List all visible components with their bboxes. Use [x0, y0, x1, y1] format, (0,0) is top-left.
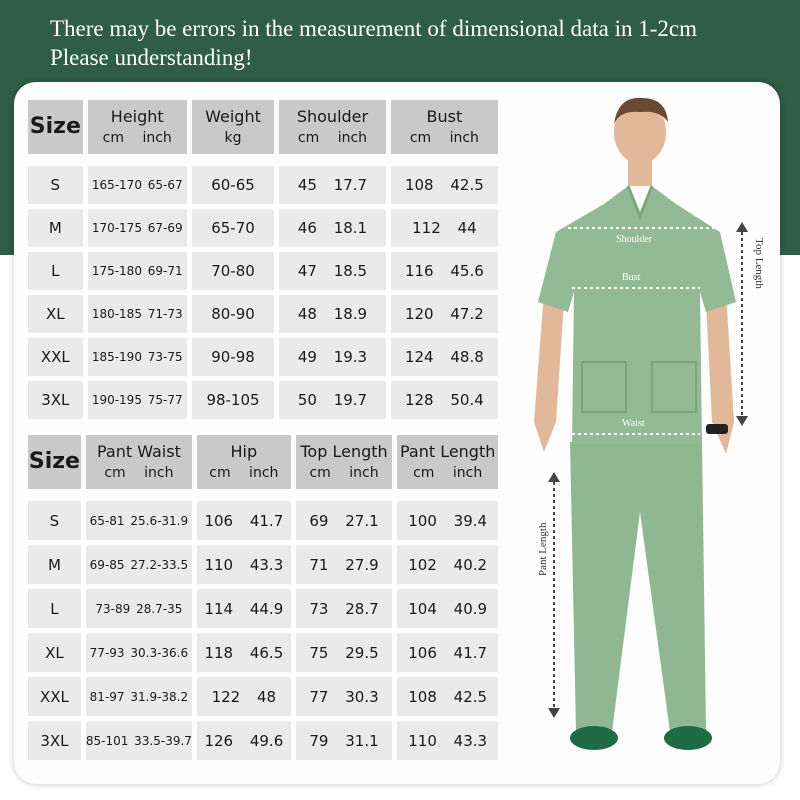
table-row	[28, 545, 498, 584]
cell-pant-waist: 69-85 27.2-33.5	[86, 545, 192, 584]
cell-height: 190-195 75-77	[88, 381, 187, 419]
header-pant-length	[397, 435, 498, 489]
cell-weight: 60-65	[192, 166, 274, 204]
table-row	[28, 633, 498, 672]
cell-hip: 118 46.5	[197, 633, 291, 672]
cell-size: 3XL	[28, 381, 83, 419]
waist-label: Waist	[622, 418, 645, 429]
header-size: Size	[28, 435, 81, 489]
header-bust-label: Bust	[426, 106, 463, 126]
cell-size: L	[28, 589, 81, 628]
cell-pant-length: 110 43.3	[397, 721, 498, 760]
cell-hip: 122 48	[197, 677, 291, 716]
header-size: Size	[28, 100, 83, 154]
cell-bust: 116 45.6	[391, 252, 498, 290]
cell-height: 180-185 71-73	[88, 295, 187, 333]
header-top-length-label: Top Length	[300, 441, 388, 461]
cell-bust: 112 44	[391, 209, 498, 247]
header-weight-label: Weight	[205, 106, 261, 126]
pant-length-label: Pant Length	[537, 522, 549, 576]
cell-weight: 70-80	[192, 252, 274, 290]
cell-pant-length: 100 39.4	[397, 501, 498, 540]
cell-height: 185-190 73-75	[88, 338, 187, 376]
cell-size: S	[28, 501, 81, 540]
header-gap	[28, 159, 498, 161]
model-neck	[628, 160, 652, 186]
cell-pant-waist: 81-97 31.9-38.2	[86, 677, 192, 716]
cell-height: 165-170 65-67	[88, 166, 187, 204]
header-weight-units: kg	[224, 129, 242, 146]
arrow-down-icon	[548, 708, 560, 718]
header-pant-length-units: cm inch	[413, 464, 483, 481]
table-row	[28, 721, 498, 760]
left-shoe	[570, 726, 618, 750]
table-row	[28, 381, 498, 419]
size-table-bottom	[23, 430, 503, 765]
cell-pant-length: 104 40.9	[397, 589, 498, 628]
cell-pant-length: 106 41.7	[397, 633, 498, 672]
bust-label: Bust	[622, 272, 641, 283]
cell-top-length: 73 28.7	[296, 589, 393, 628]
table-row	[28, 209, 498, 247]
gap-cell	[28, 494, 498, 496]
cell-shoulder: 45 17.7	[279, 166, 386, 204]
table-row	[28, 338, 498, 376]
header-pant-length-label: Pant Length	[399, 441, 496, 461]
watch	[706, 424, 728, 434]
header-pant-waist-units: cm inch	[104, 464, 174, 481]
arrow-up-icon	[548, 472, 560, 482]
table-row	[28, 501, 498, 540]
table-header-row	[28, 435, 498, 489]
cell-height: 175-180 69-71	[88, 252, 187, 290]
cell-top-length: 75 29.5	[296, 633, 393, 672]
cell-pant-waist: 77-93 30.3-36.6	[86, 633, 192, 672]
cell-weight: 90-98	[192, 338, 274, 376]
right-shoe	[664, 726, 712, 750]
header-weight	[192, 100, 274, 154]
header-height-units: cm inch	[102, 129, 172, 146]
cell-size: XL	[28, 295, 83, 333]
cell-bust: 108 42.5	[391, 166, 498, 204]
size-table-top	[23, 95, 503, 424]
cell-size: 3XL	[28, 721, 81, 760]
header-top-length-units: cm inch	[309, 464, 379, 481]
cell-size: XL	[28, 633, 81, 672]
header-pant-waist	[86, 435, 192, 489]
cell-hip: 114 44.9	[197, 589, 291, 628]
cell-hip: 110 43.3	[197, 545, 291, 584]
scrub-top	[538, 186, 736, 444]
cell-top-length: 71 27.9	[296, 545, 393, 584]
model-figure	[520, 92, 780, 764]
table-row	[28, 589, 498, 628]
arrow-up-icon	[736, 222, 748, 232]
header-hip-units: cm inch	[209, 464, 279, 481]
scrub-pants	[570, 442, 706, 732]
table-row	[28, 252, 498, 290]
cell-size: M	[28, 545, 81, 584]
table-row	[28, 677, 498, 716]
cell-shoulder: 49 19.3	[279, 338, 386, 376]
header-gap	[28, 494, 498, 496]
cell-weight: 65-70	[192, 209, 274, 247]
header-bust-units: cm inch	[409, 129, 479, 146]
cell-hip: 126 49.6	[197, 721, 291, 760]
cell-weight: 80-90	[192, 295, 274, 333]
table-header-row	[28, 100, 498, 154]
header-height	[88, 100, 187, 154]
gap-cell	[28, 159, 498, 161]
cell-shoulder: 50 19.7	[279, 381, 386, 419]
header-height-label: Height	[110, 106, 164, 126]
shoulder-label: Shoulder	[616, 234, 653, 245]
cell-bust: 124 48.8	[391, 338, 498, 376]
cell-shoulder: 46 18.1	[279, 209, 386, 247]
cell-size: S	[28, 166, 83, 204]
arrow-down-icon	[736, 416, 748, 426]
cell-bust: 128 50.4	[391, 381, 498, 419]
cell-pant-length: 108 42.5	[397, 677, 498, 716]
cell-top-length: 77 30.3	[296, 677, 393, 716]
cell-hip: 106 41.7	[197, 501, 291, 540]
header-hip	[197, 435, 291, 489]
cell-pant-length: 102 40.2	[397, 545, 498, 584]
cell-pant-waist: 85-101 33.5-39.7	[86, 721, 192, 760]
cell-weight: 98-105	[192, 381, 274, 419]
cell-bust: 120 47.2	[391, 295, 498, 333]
cell-top-length: 69 27.1	[296, 501, 393, 540]
notice-line-2: Please understanding!	[50, 45, 253, 70]
cell-size: XXL	[28, 338, 83, 376]
model-left-arm	[534, 292, 564, 452]
header-top-length	[296, 435, 393, 489]
cell-top-length: 79 31.1	[296, 721, 393, 760]
measurement-notice	[50, 14, 697, 72]
cell-pant-waist: 65-81 25.6-31.9	[86, 501, 192, 540]
cell-shoulder: 48 18.9	[279, 295, 386, 333]
cell-size: XXL	[28, 677, 81, 716]
table-row	[28, 295, 498, 333]
header-shoulder-units: cm inch	[297, 129, 368, 146]
header-bust	[391, 100, 498, 154]
top-length-label: Top Length	[753, 238, 765, 289]
notice-line-1: There may be errors in the measurement of dimensional data in 1-2cm	[50, 16, 697, 41]
cell-shoulder: 47 18.5	[279, 252, 386, 290]
header-hip-label: Hip	[230, 441, 258, 461]
cell-pant-waist: 73-89 28.7-35	[86, 589, 192, 628]
header-pant-waist-label: Pant Waist	[96, 441, 181, 461]
cell-size: L	[28, 252, 83, 290]
header-shoulder-label: Shoulder	[296, 106, 369, 126]
header-shoulder	[279, 100, 386, 154]
cell-height: 170-175 67-69	[88, 209, 187, 247]
table-row	[28, 166, 498, 204]
cell-size: M	[28, 209, 83, 247]
